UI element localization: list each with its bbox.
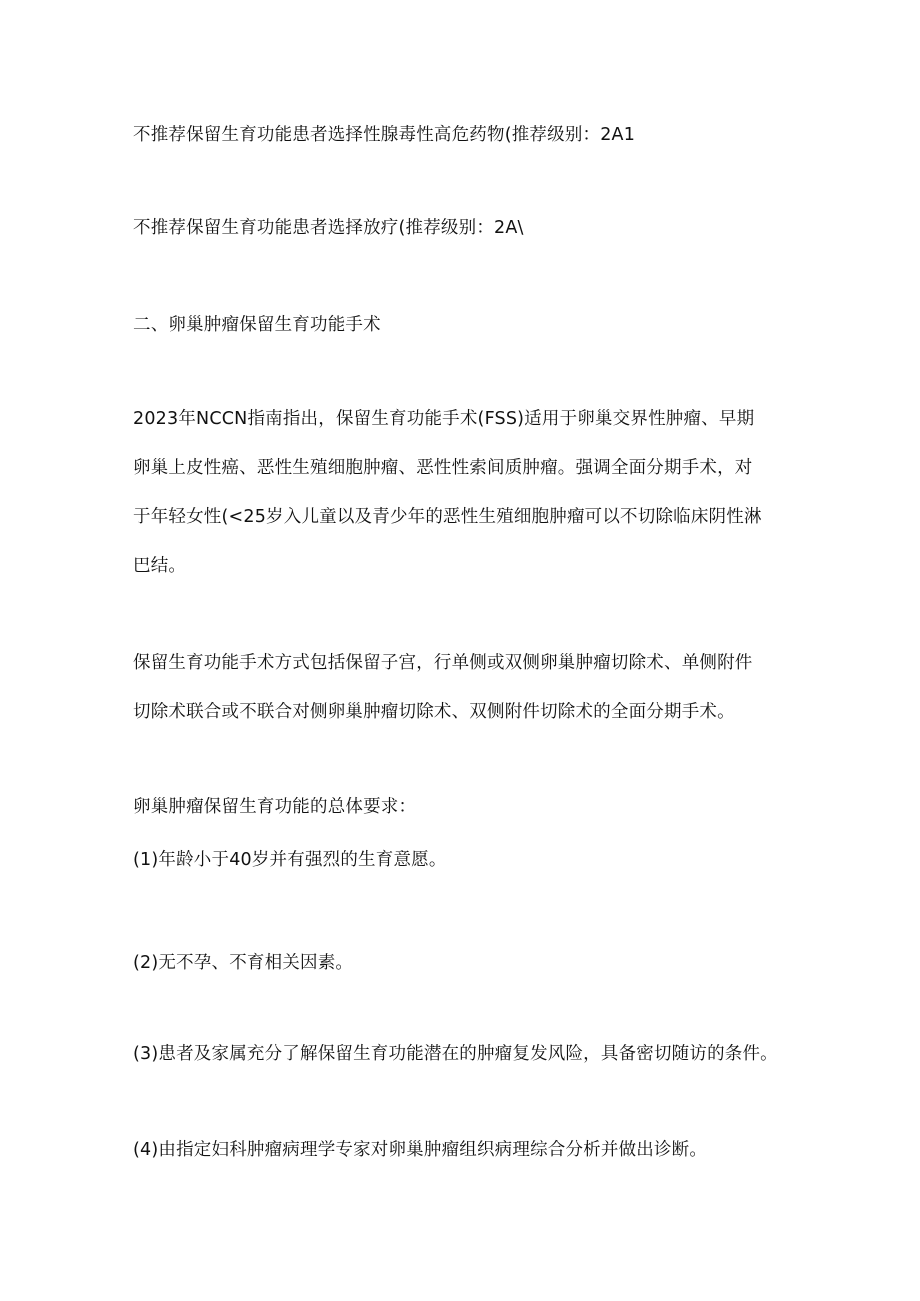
text-line-4: 2023年NCCN指南指出，保留生育功能手术(FSS)适用于卵巢交界性肿瘤、早期: [133, 409, 755, 429]
text-line-2: 不推荐保留生育功能患者选择放疗(推荐级别：2A\: [133, 218, 524, 238]
text-line-5: 卵巢上皮性癌、恶性生殖细胞肿瘤、恶性性索间质肿瘤。强调全面分期手术，对: [133, 458, 753, 478]
requirement-1: (1)年龄小于40岁并有强烈的生育意愿。: [133, 850, 447, 870]
requirement-2: (2)无不孕、不育相关因素。: [133, 953, 354, 973]
requirement-3: (3)患者及家属充分了解保留生育功能潜在的肿瘤复发风险，具备密切随访的条件。: [133, 1044, 778, 1064]
requirement-4: (4)由指定妇科肿瘤病理学专家对卵巢肿瘤组织病理综合分析并做出诊断。: [133, 1140, 708, 1160]
text-line-9: 切除术联合或不联合对侧卵巢肿瘤切除术、双侧附件切除术的全面分期手术。: [133, 702, 735, 722]
text-line-7: 巴结。: [133, 556, 187, 576]
text-line-8: 保留生育功能手术方式包括保留子宫，行单侧或双侧卵巢肿瘤切除术、单侧附件: [133, 653, 753, 673]
text-line-1: 不推荐保留生育功能患者选择性腺毒性高危药物(推荐级别：2A1: [133, 125, 636, 145]
requirements-heading: 卵巢肿瘤保留生育功能的总体要求：: [133, 797, 417, 817]
text-line-6: 于年轻女性(<25岁入儿童以及青少年的恶性生殖细胞肿瘤可以不切除临床阴性淋: [133, 507, 762, 527]
section-heading: 二、卵巢肿瘤保留生育功能手术: [133, 315, 381, 335]
